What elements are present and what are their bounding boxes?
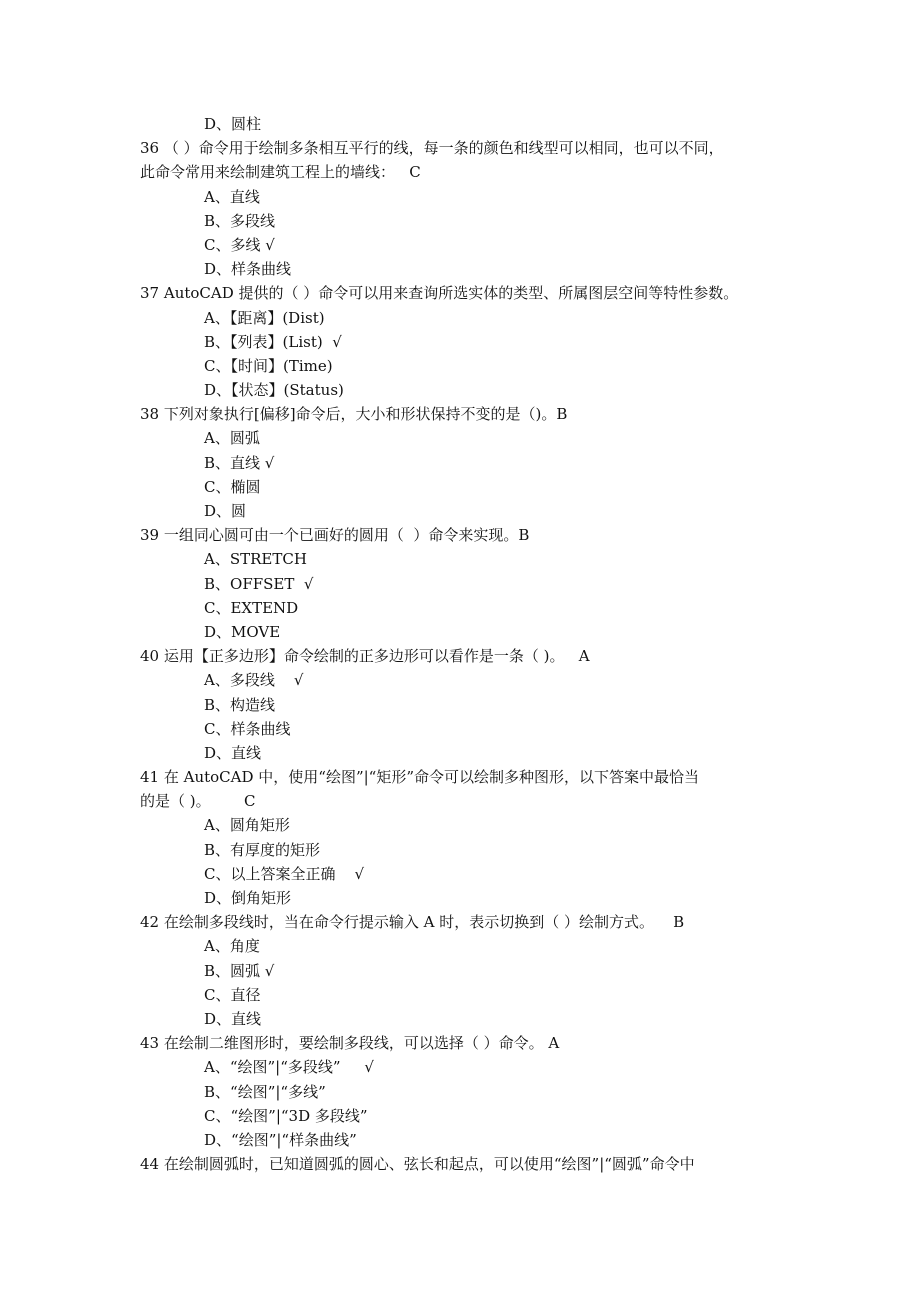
answer-option: C、样条曲线 bbox=[204, 719, 291, 738]
answer-option: D、样条曲线 bbox=[204, 260, 292, 279]
answer-option: B、有厚度的矩形 bbox=[204, 840, 321, 859]
answer-option: C、“绘图”|“3D 多段线” bbox=[204, 1106, 368, 1125]
answer-option: A、圆弧 bbox=[204, 429, 260, 448]
question-text: 36 （ ）命令用于绘制多条相互平行的线，每一条的颜色和线型可以相同，也可以不同， bbox=[140, 139, 724, 158]
answer-option: D、“绘图”|“样条曲线” bbox=[204, 1130, 357, 1149]
question-text-continued: 此命令常用来绘制建筑工程上的墙线： C bbox=[140, 163, 421, 182]
answer-option: D、圆 bbox=[204, 502, 247, 520]
answer-option: B、多段线 bbox=[204, 211, 276, 230]
question-list bbox=[140, 112, 790, 1176]
question-text: 40 运用【正多边形】命令绘制的正多边形可以看作是一条（ )。 A bbox=[140, 647, 590, 666]
answer-option: D、圆柱 bbox=[204, 115, 262, 133]
answer-option: A、直线 bbox=[204, 187, 260, 206]
question-text: 44 在绘制圆弧时，已知道圆弧的圆心、弦长和起点，可以使用“绘图”|“圆弧”命令中 bbox=[140, 1155, 695, 1174]
answer-option: A、STRETCH bbox=[204, 550, 307, 569]
question-text: 38 下列对象执行[偏移]命令后，大小和形状保持不变的是（)。B bbox=[140, 405, 568, 424]
question-text: 43 在绘制二维图形时，要绘制多段线，可以选择（ ）命令。 A bbox=[140, 1034, 560, 1053]
answer-option: D、直线 bbox=[204, 743, 262, 762]
answer-option: A、【距离】(Dist) bbox=[204, 308, 325, 327]
question-text: 42 在绘制多段线时，当在命令行提示输入 A 时，表示切换到（ ）绘制方式。 B bbox=[140, 913, 685, 932]
answer-option: C、直径 bbox=[204, 985, 261, 1004]
answer-option: C、椭圆 bbox=[204, 477, 261, 496]
question-text: 41 在 AutoCAD 中，使用“绘图”|“矩形”命令可以绘制多种图形，以下答案中最恰当 bbox=[140, 768, 700, 787]
answer-option: A、角度 bbox=[204, 937, 260, 956]
answer-option: B、直线 √ bbox=[204, 453, 275, 472]
answer-option: D、【状态】(Status) bbox=[204, 381, 344, 400]
question-text: 39 一组同心圆可由一个已画好的圆用（ ）命令来实现。B bbox=[140, 526, 530, 545]
answer-option: C、【时间】(Time) bbox=[204, 356, 333, 375]
answer-option: D、MOVE bbox=[204, 622, 281, 641]
answer-option: D、倒角矩形 bbox=[204, 889, 292, 907]
question-text-continued: 的是（ )。 C bbox=[140, 792, 256, 811]
answer-option: A、圆角矩形 bbox=[204, 816, 290, 835]
answer-option: A、“绘图”|“多段线” √ bbox=[204, 1058, 374, 1077]
answer-option: C、多线 √ bbox=[204, 235, 275, 254]
answer-option: B、【列表】(List) √ bbox=[204, 332, 342, 351]
answer-option: A、多段线 √ bbox=[204, 671, 304, 690]
question-text: 37 AutoCAD 提供的（ ）命令可以用来查询所选实体的类型、所属图层空间等特性参数。 bbox=[140, 284, 739, 303]
answer-option: C、EXTEND bbox=[204, 598, 299, 617]
answer-option: B、构造线 bbox=[204, 695, 276, 714]
answer-option: C、以上答案全正确 √ bbox=[204, 864, 365, 883]
answer-option: B、OFFSET √ bbox=[204, 574, 314, 593]
answer-option: B、“绘图”|“多线” bbox=[204, 1082, 326, 1101]
answer-option: B、圆弧 √ bbox=[204, 961, 275, 980]
answer-option: D、直线 bbox=[204, 1009, 262, 1028]
